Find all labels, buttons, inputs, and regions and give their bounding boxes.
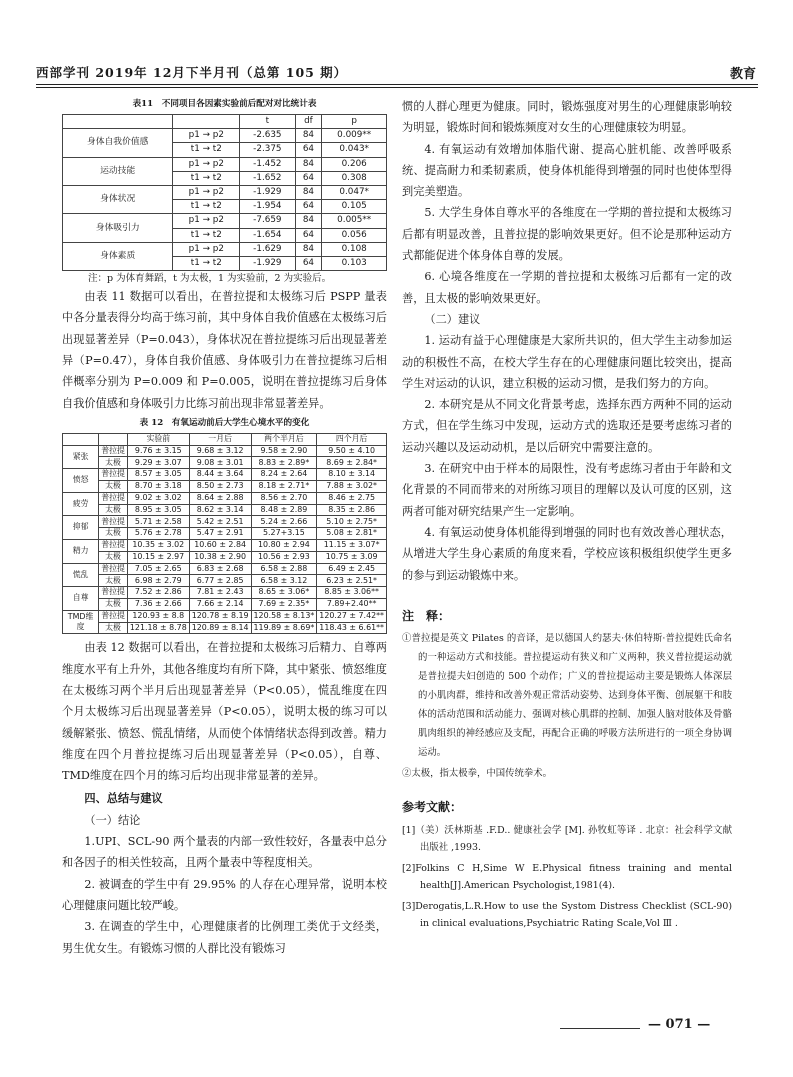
- left-column: [62, 96, 387, 959]
- table-cell: 8.64 ± 2.88: [189, 492, 251, 504]
- row-group-label: 抑郁: [63, 516, 99, 540]
- table-cell: 6.83 ± 2.68: [189, 563, 251, 575]
- table11: [62, 114, 387, 271]
- table-cell: 6.58 ± 3.12: [251, 575, 317, 587]
- table12-caption: 表 12 有氧运动前后大学生心境水平的变化: [139, 417, 310, 428]
- table-cell: 太极: [99, 599, 128, 611]
- table-cell: 5.08 ± 2.81*: [317, 528, 387, 540]
- table-cell: 7.36 ± 2.66: [127, 599, 189, 611]
- paragraph: 1. 运动有益于心理健康是大家所共识的，但大学生主动参加运动的积极性不高，在校大学生存在的心理健康问题比较突出，提高学生对运动的认识，建立积极的运动习惯，是我们努力的方向。: [402, 334, 732, 390]
- table-row: [63, 492, 387, 504]
- table-cell: t1 → t2: [173, 256, 240, 270]
- footer-rule: [560, 1028, 640, 1029]
- row-group-label: 紧张: [63, 445, 99, 469]
- table-cell: 84: [295, 129, 322, 143]
- table-row: [63, 528, 387, 540]
- table-cell: 84: [295, 214, 322, 228]
- table-cell: 5.42 ± 2.51: [189, 516, 251, 528]
- table-cell: 0.206: [322, 157, 387, 171]
- table-cell: 5.10 ± 2.75*: [317, 516, 387, 528]
- section-heading: 四、总结与建议: [84, 791, 163, 806]
- table-cell: 普拉提: [99, 563, 128, 575]
- table-row: [63, 242, 387, 256]
- table-row: [63, 481, 387, 493]
- table-cell: t1 → t2: [173, 143, 240, 157]
- table-cell: 0.108: [322, 242, 387, 256]
- table12-header-cell: 两个半月后: [251, 433, 317, 445]
- table-cell: 64: [295, 256, 322, 270]
- table-cell: -1.929: [240, 185, 295, 199]
- footnote: ①普拉提是英文 Pilates 的音译，是以德国人约瑟夫·休伯特斯·普拉提姓氏命名的一种运动方式和技能。普拉提运动有狭义和广义两种，狭义普拉提运动就是普拉提夫妇创造的 500 个动作；广义的普拉提运动主要是锻炼人体深层的小肌肉群，维持和改善外观正常活动姿势、达到身体平衡、创展躯干和肢体的活动范围和活动能力、强调对核心肌群的控制、加强人脑对肢体及骨骼肌肉组织的神经感应及支配，再配合正确的呼吸方法所进行的一项全身协调运动。: [402, 633, 732, 759]
- table-cell: 10.75 ± 3.09: [317, 551, 387, 563]
- table-cell: 8.69 ± 2.84*: [317, 457, 387, 469]
- table-cell: 普拉提: [99, 610, 128, 622]
- table-cell: p1 → p2: [173, 214, 240, 228]
- table-cell: 120.78 ± 8.19: [189, 610, 251, 622]
- table-cell: t1 → t2: [173, 200, 240, 214]
- table11-header-cell: p: [322, 115, 387, 129]
- table-cell: 普拉提: [99, 540, 128, 552]
- table-cell: 7.52 ± 2.86: [127, 587, 189, 599]
- paragraph: 惯的人群心理更为健康。同时，锻炼强度对男生的心理健康影响较为明显，锻炼时间和锻炼频度对女生的心理健康较为明显。: [402, 100, 732, 135]
- table-cell: 6.58 ± 2.88: [251, 563, 317, 575]
- table-cell: 8.46 ± 2.75: [317, 492, 387, 504]
- paragraph: 3. 在研究中由于样本的局限性，没有考虑练习者由于年龄和文化背景的不同而带来的对所练习项目的理解以及认可度的区别，这两者可能对研究结果产生一定影响。: [402, 462, 732, 518]
- table-row: [63, 214, 387, 228]
- table-cell: 太极: [99, 504, 128, 516]
- row-group-label: TMD维度: [63, 610, 99, 634]
- references-heading: 参考文献：: [402, 800, 463, 815]
- table11-header-cell: [63, 115, 173, 129]
- table-cell: 8.44 ± 3.64: [189, 469, 251, 481]
- table-cell: 普拉提: [99, 516, 128, 528]
- table-cell: p1 → p2: [173, 185, 240, 199]
- subsection-heading: （二）建议: [424, 312, 481, 326]
- table-cell: p1 → p2: [173, 129, 240, 143]
- table-cell: 10.60 ± 2.84: [189, 540, 251, 552]
- table-cell: 太极: [99, 457, 128, 469]
- table-cell: 普拉提: [99, 492, 128, 504]
- table-cell: 8.65 ± 3.06*: [251, 587, 317, 599]
- table-cell: 9.29 ± 3.07: [127, 457, 189, 469]
- header-rule-thick: [36, 84, 758, 85]
- table11-header-cell: t: [240, 115, 295, 129]
- table-cell: 太极: [99, 622, 128, 634]
- table-cell: -7.659: [240, 214, 295, 228]
- table11-note: 注：p 为体育舞蹈，t 为太极，1 为实验前，2 为实验后。: [88, 273, 332, 285]
- table-cell: 普拉提: [99, 469, 128, 481]
- table12-header-cell: [63, 433, 99, 445]
- table-row: [63, 610, 387, 622]
- paragraph: 2. 被调查的学生中有 29.95% 的人存在心理异常，说明本校心理健康问题比较严峻。: [62, 877, 387, 912]
- header-rule-thin: [36, 87, 758, 88]
- table-cell: 8.70 ± 3.18: [127, 481, 189, 493]
- table-cell: 6.77 ± 2.85: [189, 575, 251, 587]
- footnote: ②太极，指太极拳，中国传统拳术。: [402, 768, 553, 780]
- table-cell: 84: [295, 157, 322, 171]
- table-cell: -1.929: [240, 256, 295, 270]
- row-group-label: 自尊: [63, 587, 99, 611]
- table-cell: 64: [295, 171, 322, 185]
- table-cell: 11.15 ± 3.07*: [317, 540, 387, 552]
- table-cell: 9.08 ± 3.01: [189, 457, 251, 469]
- table12-header-cell: [99, 433, 128, 445]
- table-cell: 7.88 ± 3.02*: [317, 481, 387, 493]
- table-cell: 10.15 ± 2.97: [127, 551, 189, 563]
- table-cell: 普拉提: [99, 445, 128, 457]
- table-row: [63, 129, 387, 143]
- table-cell: 0.105: [322, 200, 387, 214]
- row-group-label: 身体自我价值感: [63, 129, 173, 157]
- table-cell: 9.50 ± 4.10: [317, 445, 387, 457]
- right-column: [402, 96, 732, 932]
- table12-header-cell: 四个月后: [317, 433, 387, 445]
- table-cell: -1.452: [240, 157, 295, 171]
- table-cell: 120.93 ± 8.8: [127, 610, 189, 622]
- table-cell: 10.38 ± 2.90: [189, 551, 251, 563]
- table-cell: 121.18 ± 8.78: [127, 622, 189, 634]
- table-cell: -1.652: [240, 171, 295, 185]
- table-cell: 8.83 ± 2.89*: [251, 457, 317, 469]
- paragraph: 4. 有氧运动有效增加体脂代谢、提高心脏机能、改善呼吸系统、提高耐力和柔韧素质，使身体机能得到增强的同时也使体型得到完美塑造。: [402, 142, 732, 199]
- table-cell: 太极: [99, 528, 128, 540]
- table-cell: 8.10 ± 3.14: [317, 469, 387, 481]
- table-cell: 8.50 ± 2.73: [189, 481, 251, 493]
- table-cell: 6.49 ± 2.45: [317, 563, 387, 575]
- journal-brand: 西部学刊 2019年 12月下半月刊（总第 105 期）: [36, 65, 348, 80]
- table-cell: 6.23 ± 2.51*: [317, 575, 387, 587]
- table-cell: 8.48 ± 2.89: [251, 504, 317, 516]
- table-cell: 64: [295, 143, 322, 157]
- row-group-label: 精力: [63, 540, 99, 564]
- paragraph: 5. 大学生身体自尊水平的各维度在一学期的普拉提和太极练习后都有明显改善，且普拉提的影响效果更好。但不论是那种运动方式都能促进个体身体自尊的发展。: [402, 206, 732, 263]
- row-group-label: 身体素质: [63, 242, 173, 270]
- table-cell: 84: [295, 185, 322, 199]
- table-cell: 0.005**: [322, 214, 387, 228]
- table-row: [63, 157, 387, 171]
- table-cell: p1 → p2: [173, 157, 240, 171]
- table-cell: p1 → p2: [173, 242, 240, 256]
- table-cell: 8.24 ± 2.64: [251, 469, 317, 481]
- table-row: [63, 587, 387, 599]
- table-row: [63, 457, 387, 469]
- table-cell: 8.95 ± 3.05: [127, 504, 189, 516]
- table-cell: 5.24 ± 2.66: [251, 516, 317, 528]
- table-cell: 5.71 ± 2.58: [127, 516, 189, 528]
- table-cell: 8.85 ± 3.06**: [317, 587, 387, 599]
- table-cell: 9.02 ± 3.02: [127, 492, 189, 504]
- table12-header-cell: 一月后: [189, 433, 251, 445]
- paragraph: 4. 有氧运动使身体机能得到增强的同时也有效改善心理状态，从增进大学生身心素质的角度来看，学校应该积极组织使学生更多的参与到运动锻炼中来。: [402, 525, 732, 582]
- table-cell: 119.89 ± 8.69*: [251, 622, 317, 634]
- table-cell: 5.27+3.15: [251, 528, 317, 540]
- table-cell: 64: [295, 200, 322, 214]
- table-cell: -2.375: [240, 143, 295, 157]
- subsection-heading: （一）结论: [84, 813, 141, 827]
- table11-header-cell: [173, 115, 240, 129]
- table-cell: 0.103: [322, 256, 387, 270]
- table-cell: 118.43 ± 6.61**: [317, 622, 387, 634]
- table-cell: 5.76 ± 2.78: [127, 528, 189, 540]
- paragraph: 3. 在调查的学生中，心理健康者的比例理工类优于文经类，男生优女生。有锻炼习惯的人群比没有锻炼习: [62, 920, 387, 955]
- table-row: [63, 516, 387, 528]
- page-number: — 071 —: [648, 1017, 711, 1032]
- row-group-label: 慌乱: [63, 563, 99, 587]
- table12: [62, 433, 387, 635]
- table11-caption: 表11 不同项目各因素实验前后配对对比统计表: [132, 99, 317, 109]
- row-group-label: 运动技能: [63, 157, 173, 185]
- table-cell: 0.009**: [322, 129, 387, 143]
- table-cell: 8.18 ± 2.71*: [251, 481, 317, 493]
- table-row: [63, 599, 387, 611]
- table-cell: 8.35 ± 2.86: [317, 504, 387, 516]
- table-cell: 7.69 ± 2.35*: [251, 599, 317, 611]
- paragraph: 由表 11 数据可以看出，在普拉提和太极练习后 PSPP 量表中各分量表得分均高于练习前，其中身体自我价值感在太极练习后出现显著差异（P=0.043），身体状况在普拉提练习后出现显著差异（P=0.47），身体自我价值感、身体吸引力在普拉提练习后相伴概率分别为 P=0.009 和 P=0.005，说明在普拉提练习后身体自我价值感和身体吸引力比练习前出现非常显著差异。: [62, 290, 387, 410]
- table-cell: 0.047*: [322, 185, 387, 199]
- table-cell: 10.35 ± 3.02: [127, 540, 189, 552]
- table-cell: 太极: [99, 481, 128, 493]
- paragraph: 6. 心境各维度在一学期的普拉提和太极练习后都有一定的改善，且太极的影响效果更好。: [402, 270, 732, 305]
- notes-heading: 注 释：: [402, 608, 451, 623]
- table-cell: 10.80 ± 2.94: [251, 540, 317, 552]
- table-cell: 0.308: [322, 171, 387, 185]
- table12-header-cell: 实验前: [127, 433, 189, 445]
- table-cell: 0.056: [322, 228, 387, 242]
- table-cell: -1.629: [240, 242, 295, 256]
- table-row: [63, 563, 387, 575]
- table-cell: 8.56 ± 2.70: [251, 492, 317, 504]
- row-group-label: 疲劳: [63, 492, 99, 516]
- paragraph: 由表 12 数据可以看出，在普拉提和太极练习后精力、自尊两维度水平有上升外，其他各维度均有所下降，其中紧张、愤怒维度在太极练习两个半月后出现显著差异（P<0.05），慌乱维度在四个月太极练习后出现显著差异（P<0.05），说明太极的练习可以缓解紧张、愤怒、慌乱情绪，从而使个体情绪状态得到改善。精力维度在四个月普拉提练习后出现显著差异（P<0.05），自尊、TMD维度在四个月的练习后均出现非常显著的差异。: [62, 641, 387, 783]
- row-group-label: 愤怒: [63, 469, 99, 493]
- table-cell: 0.043*: [322, 143, 387, 157]
- table-cell: 120.89 ± 8.14: [189, 622, 251, 634]
- table-row: [63, 504, 387, 516]
- table-cell: 9.68 ± 3.12: [189, 445, 251, 457]
- table-row: [63, 469, 387, 481]
- reference-item: [3]Derogatis,L.R.How to use the Systom Distress Checklist (SCL-90) in clinical evaluations,Psychiatric Rating Scale,Vol Ⅲ .: [402, 901, 732, 930]
- table-cell: 7.66 ± 2.14: [189, 599, 251, 611]
- table-cell: 7.05 ± 2.65: [127, 563, 189, 575]
- section-label: 教育: [729, 67, 756, 82]
- table-cell: 8.62 ± 3.14: [189, 504, 251, 516]
- table-row: [63, 622, 387, 634]
- row-group-label: 身体状况: [63, 185, 173, 213]
- paragraph: 2. 本研究是从不同文化背景考虑，选择东西方两种不同的运动方式，但在学生练习中发现，运动方式的选取还是要考虑练习者的运动兴趣以及运动动机，是以后研究中需要注意的。: [402, 398, 732, 454]
- table-cell: t1 → t2: [173, 171, 240, 185]
- table-cell: -1.954: [240, 200, 295, 214]
- table11-header-cell: df: [295, 115, 322, 129]
- table-cell: 7.89+2.40**: [317, 599, 387, 611]
- table-cell: 9.76 ± 3.15: [127, 445, 189, 457]
- table-cell: 8.57 ± 3.05: [127, 469, 189, 481]
- table-row: [63, 540, 387, 552]
- table-cell: 84: [295, 242, 322, 256]
- table-cell: 5.47 ± 2.91: [189, 528, 251, 540]
- table-cell: -1.654: [240, 228, 295, 242]
- table-row: [63, 185, 387, 199]
- reference-item: [1]（美）沃林斯基 .F.D.. 健康社会学 [M]. 孙牧虹等译 . 北京：社会科学文献出版社 ,1993.: [402, 825, 732, 854]
- table-row: [63, 551, 387, 563]
- table-cell: 6.98 ± 2.79: [127, 575, 189, 587]
- paragraph: 1.UPI、SCL-90 两个量表的内部一致性较好，各量表中总分和各因子的相关性较高，且两个量表中等程度相关。: [62, 835, 387, 870]
- table-cell: 太极: [99, 551, 128, 563]
- table-cell: t1 → t2: [173, 228, 240, 242]
- table-cell: 普拉提: [99, 587, 128, 599]
- page-header: [36, 63, 756, 83]
- table-cell: 7.81 ± 2.43: [189, 587, 251, 599]
- table-cell: 120.27 ± 7.42**: [317, 610, 387, 622]
- table-cell: 太极: [99, 575, 128, 587]
- reference-item: [2]Folkins C H,Sime W E.Physical fitness training and mental health[J].American Psychologist,1981(4).: [402, 863, 732, 892]
- table-cell: -2.635: [240, 129, 295, 143]
- table-cell: 120.58 ± 8.13*: [251, 610, 317, 622]
- table-row: [63, 445, 387, 457]
- table-cell: 10.56 ± 2.93: [251, 551, 317, 563]
- table-cell: 64: [295, 228, 322, 242]
- table-row: [63, 575, 387, 587]
- table-cell: 9.58 ± 2.90: [251, 445, 317, 457]
- row-group-label: 身体吸引力: [63, 214, 173, 242]
